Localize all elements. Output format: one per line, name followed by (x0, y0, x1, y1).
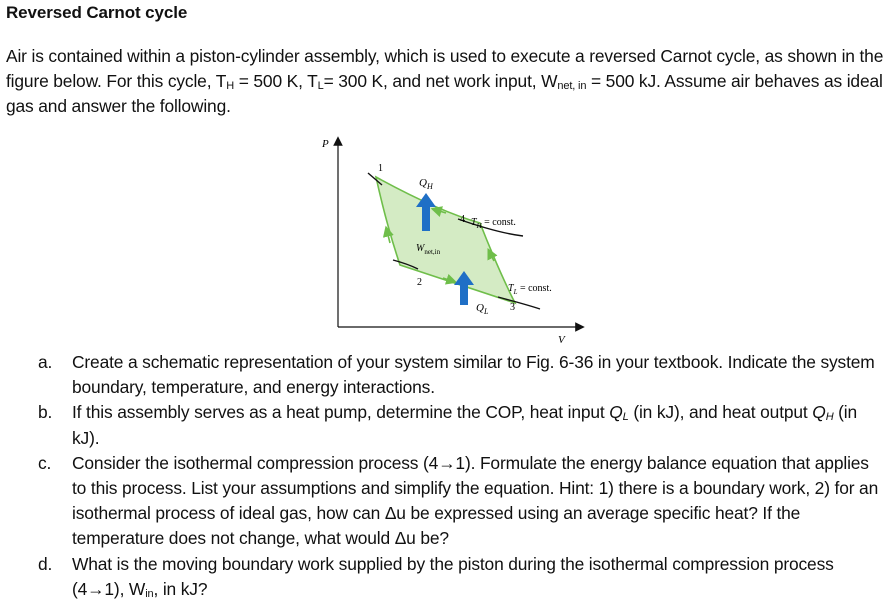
question-text: If this assembly serves as a heat pump, determine the COP, heat input (72, 402, 610, 423)
question-marker: c. (38, 452, 52, 473)
wnet-subscript: net, in (557, 80, 587, 92)
state-point-1: 1 (378, 163, 383, 174)
question-list (0, 350, 887, 602)
th-const-label: $T_H$ = const. (471, 217, 516, 230)
wnet-label: $W_{net,in}$ (416, 243, 441, 256)
question-marker: d. (38, 553, 53, 574)
v-axis-label: V (558, 334, 565, 346)
question-text: Consider the isothermal compression process (4→1). Formulate the energy balance equation that applies to this process. List your assumptions and simplify the equation. Hint: 1) there is a boundary work, 2) for an isothermal process of ideal gas, how can Δu be expressed using an average specific heat? If the temperature does not change, what would Δu be? (72, 452, 879, 549)
p-axis-label: P (322, 138, 329, 150)
ql-label: $Q_L$ (476, 302, 489, 316)
intro-text-2: = 500 K, T (234, 71, 318, 91)
state-point-4: 4 (460, 214, 465, 225)
tl-const-label: $T_L$ = const. (508, 283, 552, 296)
question-text: What is the moving boundary work supplied by the piston during the isothermal compression process (4→1), W (72, 553, 834, 599)
question-text: (in kJ), and heat output (628, 402, 813, 423)
ql-subscript: L (622, 411, 629, 424)
intro-text-4: = 500 kJ. Assume air behaves as ideal gas and answer the following. (6, 71, 883, 116)
state-point-2: 2 (417, 277, 422, 288)
document-title: Reversed Carnot cycle (6, 3, 188, 22)
state-point-3: 3 (510, 302, 515, 313)
qh-symbol: Q (812, 402, 826, 423)
question-b (0, 400, 887, 450)
problem-statement (6, 44, 886, 119)
question-c (0, 451, 887, 552)
question-text: Create a schematic representation of your system similar to Fig. 6-36 in your textbook. Indicate the system boundary, temperature, and energy interactions. (72, 352, 875, 398)
qh-subscript: H (825, 411, 834, 424)
question-text: , in kJ? (153, 578, 208, 599)
qh-label: $Q_H$ (419, 177, 433, 191)
pv-diagram (318, 133, 588, 346)
question-text: (in kJ). (72, 402, 858, 448)
question-a (0, 350, 887, 400)
question-d (0, 552, 887, 602)
question-marker: b. (38, 402, 53, 423)
th-subscript: H (226, 80, 235, 92)
cycle-area (376, 177, 515, 303)
question-marker: a. (38, 352, 53, 372)
intro-text-3: = 300 K, and net work input, W (323, 71, 558, 91)
tl-isotherm-right (498, 297, 540, 309)
ql-symbol: Q (609, 402, 623, 423)
win-subscript: in (145, 587, 154, 600)
intro-text-1: Air is contained within a piston-cylinder assembly, which is used to execute a reversed Carnot cycle, as shown in the figure below. For this cycle, T (6, 46, 884, 91)
tl-subscript: L (317, 80, 324, 92)
